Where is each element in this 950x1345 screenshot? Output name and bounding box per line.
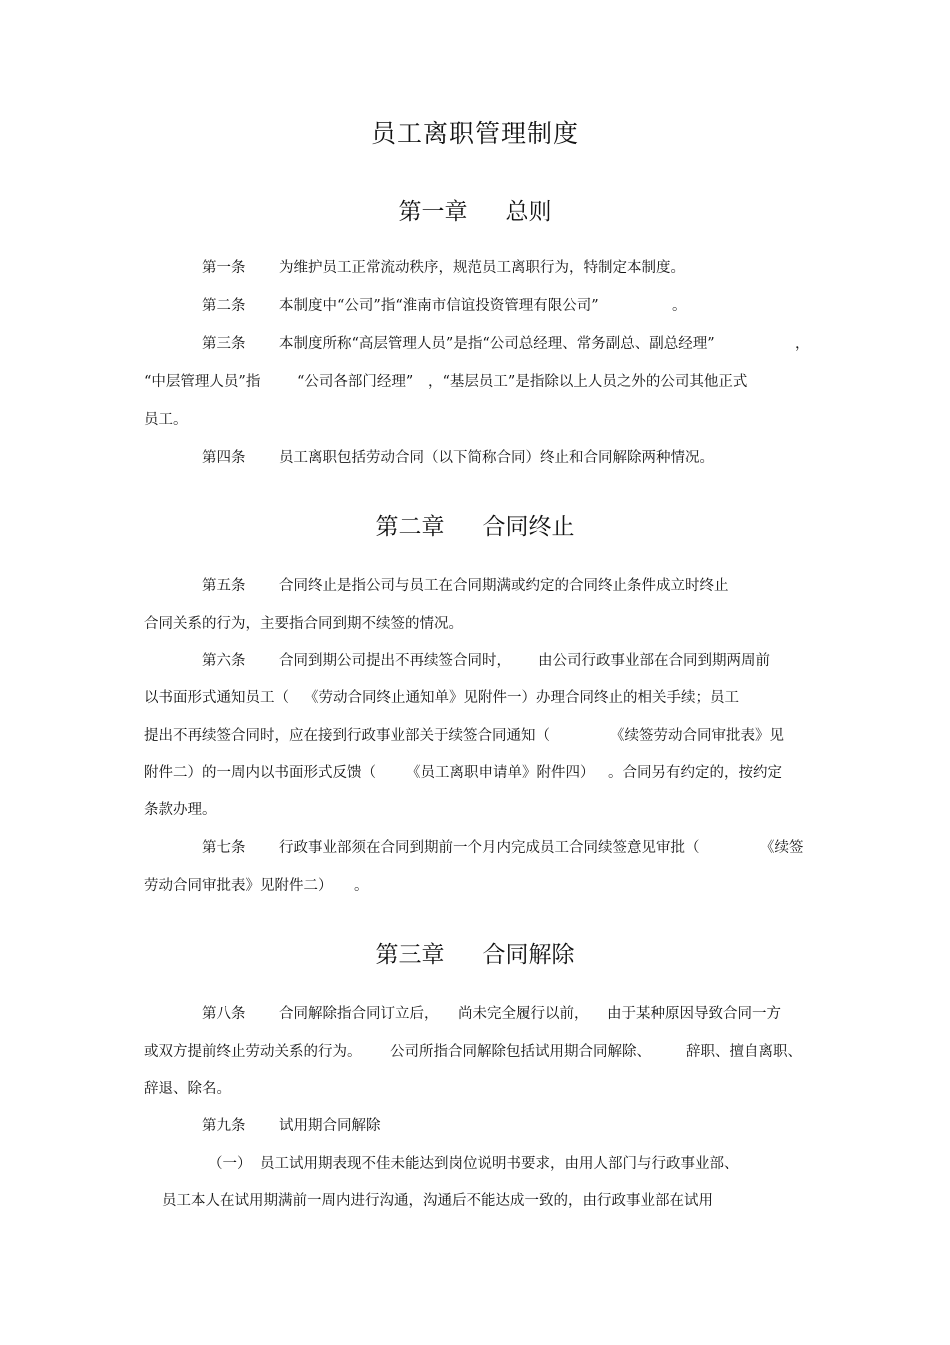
article-3-tail: ，: [795, 336, 810, 352]
article-2-tail: 。: [672, 298, 687, 314]
chapter-number: 第二章: [375, 514, 445, 540]
chapter-name: 合同解除: [482, 942, 575, 968]
article-text: 行政事业部须在合同到期前一个月内完成员工合同续签意见审批（: [279, 840, 700, 856]
document-title: 员工离职管理制度: [370, 119, 579, 148]
article-5: [202, 576, 729, 596]
article-number: 第四条: [202, 450, 246, 466]
chapter-3-heading: [0, 936, 950, 969]
clause-text: 员工试用期表现不佳未能达到岗位说明书要求，由用人部门与行政事业部、: [260, 1156, 739, 1172]
clause-number: （一）: [208, 1156, 252, 1172]
article-text: 员工离职包括劳动合同（以下简称合同）终止和合同解除两种情况。: [279, 450, 714, 466]
article-8-line-2a: 或双方提前终止劳动关系的行为。: [144, 1044, 362, 1060]
clause-1-line-2: 员工本人在试用期满前一周内进行沟通，沟通后不能达成一致的，由行政事业部在试用: [162, 1193, 713, 1209]
article-number: 第一条: [202, 260, 246, 276]
article-3-line-2b: “公司各部门经理”: [297, 374, 414, 390]
article-text: 本制度所称“高层管理人员”是指“公司总经理、常务副总、副总经理”: [279, 336, 715, 352]
article-number: 第七条: [202, 840, 246, 856]
article-text: 合同终止是指公司与员工在合同期满或约定的合同终止条件成立时终止: [279, 578, 729, 594]
article-6-line-5: 条款办理。: [144, 802, 217, 818]
article-1: [202, 258, 685, 278]
chapter-2-heading: [0, 508, 950, 541]
article-6-line-2b: 《劳动合同终止通知单》见附件一）办理合同终止的相关手续；员工: [304, 690, 739, 706]
article-9: [202, 1116, 381, 1136]
chapter-name: 合同终止: [482, 514, 575, 540]
clause-1: [208, 1154, 739, 1174]
chapter-number: 第三章: [375, 942, 445, 968]
article-3-line-2c: ，“基层员工”是指除以上人员之外的公司其他正式: [428, 374, 748, 390]
article-3-line-2a: “中层管理人员”指: [144, 374, 261, 390]
article-5-line-2: 合同关系的行为，主要指合同到期不续签的情况。: [144, 616, 463, 632]
article-text: 合同解除指合同订立后，: [279, 1006, 439, 1022]
article-text: 合同到期公司提出不再续签合同时，: [279, 653, 511, 669]
article-6: [202, 651, 511, 671]
article-number: 第八条: [202, 1006, 246, 1022]
article-number: 第二条: [202, 298, 246, 314]
article-8-text-3: 由于某种原因导致合同一方: [607, 1006, 781, 1022]
article-6-text-2: 由公司行政事业部在合同到期两周前: [538, 653, 770, 669]
article-6-line-4c: 。合同另有约定的，按约定: [608, 765, 782, 781]
article-4: [202, 448, 714, 468]
article-8-line-3: 辞退、除名。: [144, 1081, 231, 1097]
article-7: [202, 838, 700, 858]
article-8-line-2c: 辞职、擅自离职、: [686, 1044, 802, 1060]
article-text: 本制度中“公司”指“淮南市信谊投资管理有限公司”: [279, 298, 599, 314]
chapter-name: 总则: [505, 199, 552, 225]
article-8: [202, 1004, 439, 1024]
article-2: [202, 296, 599, 316]
article-6-line-3a: 提出不再续签合同时，应在接到行政事业部关于续签合同通知（: [144, 728, 550, 744]
article-3-line-3: 员工。: [144, 412, 188, 428]
article-number: 第三条: [202, 336, 246, 352]
article-number: 第九条: [202, 1118, 246, 1134]
article-6-line-4b: 《员工离职申请单》附件四）: [406, 765, 595, 781]
article-number: 第六条: [202, 653, 246, 669]
article-8-text-2: 尚未完全履行以前，: [458, 1006, 589, 1022]
article-7-line-2b: 。: [354, 878, 369, 894]
article-text: 为维护员工正常流动秩序，规范员工离职行为，特制定本制度。: [279, 260, 685, 276]
article-8-line-2b: 公司所指合同解除包括试用期合同解除、: [390, 1044, 651, 1060]
article-6-line-2a: 以书面形式通知员工（: [144, 690, 289, 706]
article-6-line-4a: 附件二）的一周内以书面形式反馈（: [144, 765, 376, 781]
article-6-line-3b: 《续签劳动合同审批表》见: [610, 728, 784, 744]
chapter-number: 第一章: [398, 199, 468, 225]
article-3: [202, 334, 715, 354]
article-text: 试用期合同解除: [279, 1118, 381, 1134]
article-7-line-2a: 劳动合同审批表》见附件二）: [144, 878, 333, 894]
article-number: 第五条: [202, 578, 246, 594]
chapter-1-heading: [0, 193, 950, 226]
article-7-text-2: 《续签: [760, 840, 804, 856]
